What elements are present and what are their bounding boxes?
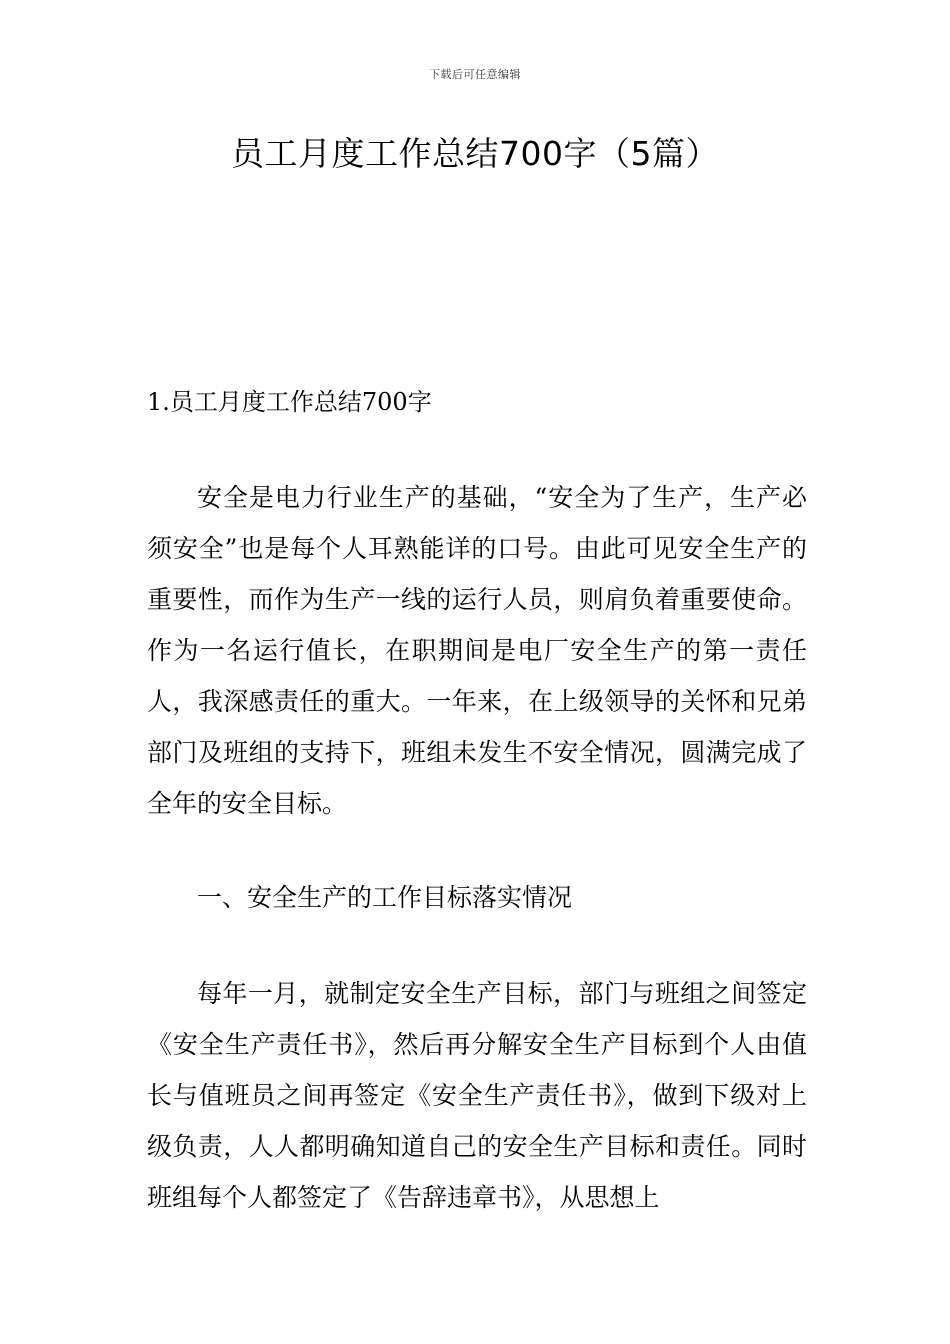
section-heading: 1.员工月度工作总结700字 — [147, 388, 432, 416]
header-note: 下载后可任意编辑 — [429, 68, 521, 81]
body-paragraph: 安全是电力行业生产的基础，“安全为了生产，生产必须安全”也是每个人耳熟能详的口号。由此可见安全生产的重要性，而作为生产一线的运行人员，则肩负着重要使命。作为一名运行值长，在职期间是电厂安全生产的第一责任人，我深感责任的重大。一年来，在上级领导的关怀和兄弟部门及班组的支持下，班组未发生不安全情况，圆满完成了全年的安全目标。 — [147, 483, 807, 818]
subheading: 一、安全生产的工作目标落实情况 — [197, 883, 573, 912]
document-title: 员工月度工作总结700字（5篇） — [231, 134, 719, 173]
body-paragraph: 每年一月，就制定安全生产目标，部门与班组之间签定《安全生产责任书》，然后再分解安全生产目标到个人由值长与值班员之间再签定《安全生产责任书》，做到下级对上级负责，人人都明确知道自己的安全生产目标和责任。同时班组每个人都签定了《告辞违章书》，从思想上 — [147, 979, 807, 1212]
